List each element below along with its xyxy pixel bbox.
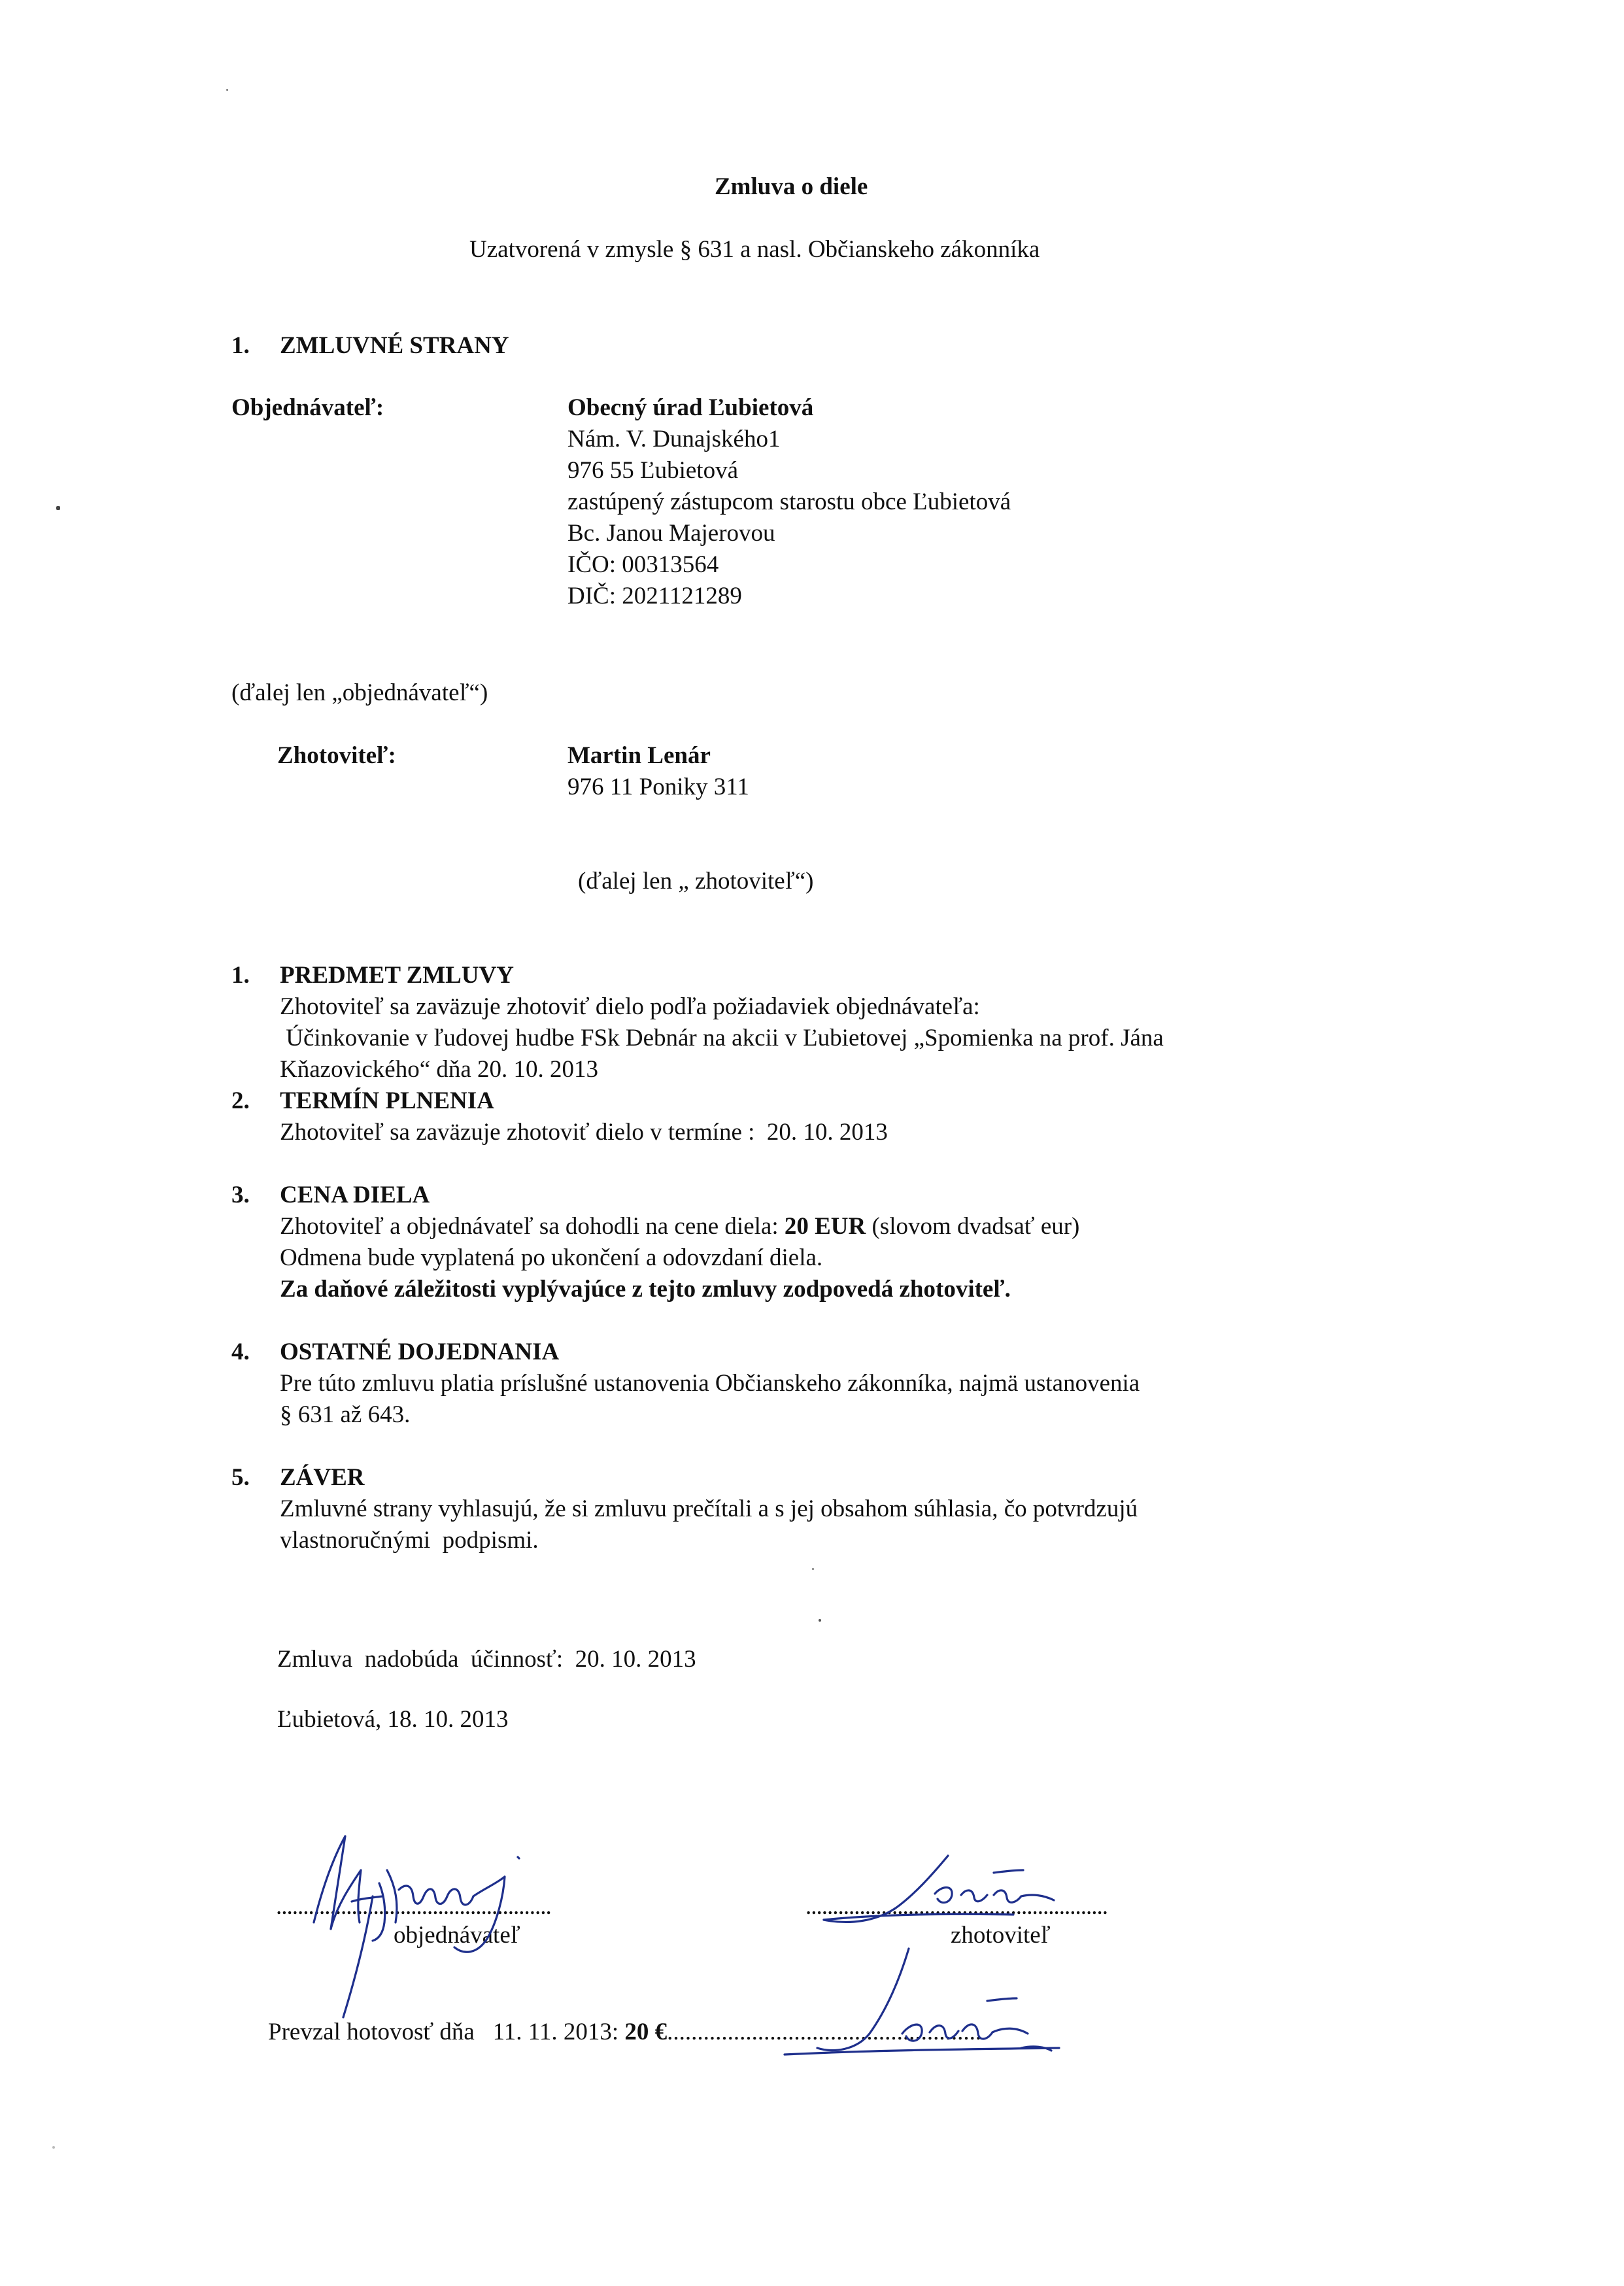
scan-speck — [819, 1619, 821, 1622]
receipt-handwritten-signature — [758, 1936, 1098, 2092]
client-signature-label: objednávateľ — [394, 1922, 520, 1949]
section-heading-parties: ZMLUVNÉ STRANY — [280, 332, 509, 359]
document-title: Zmluva o diele — [715, 173, 868, 200]
subject-line: Účinkovanie v ľudovej hudbe FSk Debnár na akcii v Ľubietovej „Spomienka na prof. Jána — [280, 1025, 1164, 1051]
receipt-prefix: Prevzal hotovosť dňa 11. 11. 2013: — [268, 2019, 625, 2045]
conclusion-line: Zmluvné strany vyhlasujú, že si zmluvu prečítali a s jej obsahom súhlasia, čo potvrdzujú — [280, 1495, 1138, 1522]
client-name: Obecný úrad Ľubietová — [567, 394, 814, 421]
client-handwritten-signature — [275, 1824, 562, 2047]
conclusion-line: vlastnoručnými podpismi. — [280, 1527, 539, 1554]
scan-speck — [226, 89, 228, 91]
contractor-signature-line: ........................................................ — [805, 1893, 1108, 1920]
other-line: § 631 až 643. — [280, 1401, 411, 1428]
section-heading-other: OSTATNÉ DOJEDNANIA — [280, 1339, 560, 1365]
client-postal-line: 976 55 Ľubietová — [567, 457, 739, 484]
subject-line: Kňazovického“ dňa 20. 10. 2013 — [280, 1056, 599, 1083]
price-amount: 20 EUR — [784, 1213, 866, 1240]
client-label: Objednávateľ: — [231, 394, 384, 421]
place-and-date: Ľubietová, 18. 10. 2013 — [277, 1706, 509, 1733]
scan-speck — [812, 1568, 814, 1570]
contractor-name: Martin Lenár — [567, 742, 711, 769]
price-line — [280, 1211, 1079, 1242]
term-line: Zhotoviteľ sa zaväzuje zhotoviť dielo v termíne : 20. 10. 2013 — [280, 1119, 888, 1146]
contractor-address: 976 11 Poniky 311 — [567, 774, 749, 800]
section-number: 4. — [231, 1339, 250, 1365]
client-representative-line: zastúpený zástupcom starostu obce Ľubietová — [567, 488, 1011, 515]
contractor-alias: (ďalej len „ zhotoviteľ“) — [578, 868, 814, 895]
contractor-signature-label: zhotoviteľ — [951, 1922, 1051, 1949]
client-address-line: Nám. V. Dunajského1 — [567, 426, 781, 452]
section-number: 1. — [231, 962, 250, 989]
subject-line: Zhotoviteľ sa zaväzuje zhotoviť dielo podľa požiadaviek objednávateľa: — [280, 993, 980, 1020]
price-line-prefix: Zhotoviteľ a objednávateľ sa dohodli na cene diela: — [280, 1213, 785, 1240]
section-heading-term: TERMÍN PLNENIA — [280, 1087, 494, 1114]
scan-speck — [56, 506, 60, 510]
section-number: 1. — [231, 332, 250, 359]
section-heading-price: CENA DIELA — [280, 1182, 430, 1208]
contractor-label: Zhotoviteľ: — [277, 742, 396, 769]
client-alias: (ďalej len „objednávateľ“) — [231, 679, 488, 706]
tax-note: Za daňové záležitosti vyplývajúce z tejto zmluvy zodpovedá zhotoviteľ. — [280, 1276, 1011, 1303]
client-representative-name: Bc. Janou Majerovou — [567, 520, 775, 547]
effective-date: Zmluva nadobúda účinnosť: 20. 10. 2013 — [277, 1646, 696, 1673]
scan-speck — [52, 2146, 55, 2149]
client-ico: IČO: 00313564 — [567, 551, 719, 578]
client-signature-line: ................................................... — [276, 1893, 551, 1920]
receipt-amount: 20 € — [624, 2019, 668, 2045]
price-in-words: (slovom dvadsať eur) — [866, 1213, 1080, 1240]
document-subtitle: Uzatvorená v zmysle § 631 a nasl. Občianskeho zákonníka — [469, 236, 1040, 263]
payment-note: Odmena bude vyplatená po ukončení a odovzdaní diela. — [280, 1244, 823, 1271]
section-heading-subject: PREDMET ZMLUVY — [280, 962, 515, 989]
section-number: 5. — [231, 1464, 250, 1491]
section-number: 2. — [231, 1087, 250, 1114]
other-line: Pre túto zmluvu platia príslušné ustanovenia Občianskeho zákonníka, najmä ustanovenia — [280, 1370, 1140, 1397]
client-dic: DIČ: 2021121289 — [567, 583, 742, 609]
section-heading-conclusion: ZÁVER — [280, 1464, 365, 1491]
section-number: 3. — [231, 1182, 250, 1208]
receipt-dots: .................................................... — [667, 2019, 982, 2045]
